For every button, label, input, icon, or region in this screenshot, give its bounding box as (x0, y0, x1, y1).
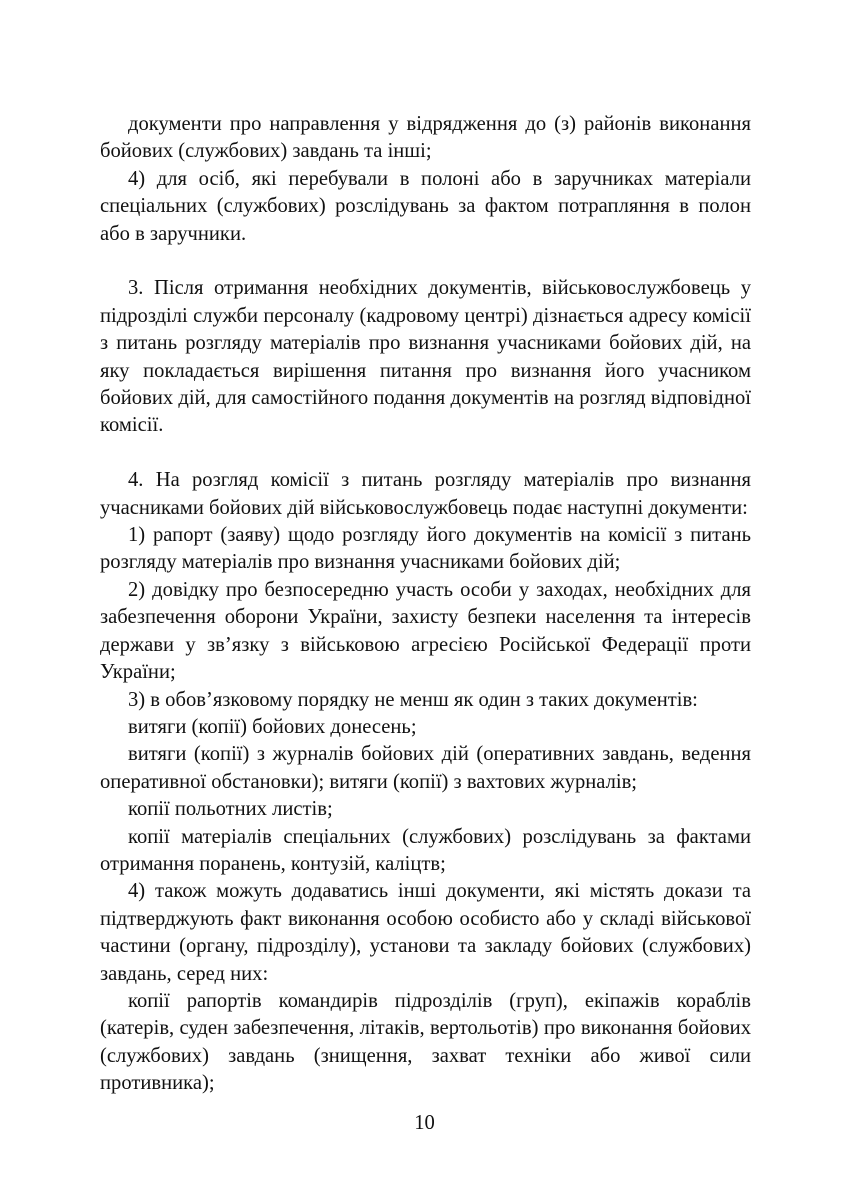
paragraph-7: витяги (копії) бойових донесень; (128, 715, 417, 738)
paragraph-5: 2) довідку про безпосередню участь особи у заходах, необхідних для забезпечення оборони України, захисту безпеки населення та інтересів держави у зв’язку з військовою агресією Російської Федерації проти України; (100, 578, 751, 684)
paragraph-11: 4) також можуть додаватись інші документи, які містять докази та підтверджують факт виконання особою особисто або у складі військової частини (органу, підрозділу), установи та закладу бойових (службових) завдань, серед них: (100, 880, 751, 985)
paragraph-12: копії рапортів командирів підрозділів (груп), екіпажів кораблів (катерів, суден забезпечення, літаків, вертольотів) про виконання бойових (службових) завдань (знищення, захват техніки або живої сили противника); (100, 989, 751, 1095)
document-body (100, 111, 751, 1098)
paragraph-1: 4) для осіб, які перебували в полоні або в заручниках матеріали спеціальних (службових) розслідувань за фактом потрапляння в полон або в заручники. (100, 167, 751, 245)
paragraph-6: 3) в обов’язковому порядку не менш як один з таких документів: (128, 688, 698, 711)
paragraph-gap-3 (100, 440, 751, 467)
paragraph-0: документи про направлення у відрядження до (з) районів виконання бойових (службових) завдань та інші; (100, 113, 751, 163)
paragraph-8: витяги (копії) з журналів бойових дій (оперативних завдань, ведення оперативної обстановки); витяги (копії) з вахтових журналів; (100, 743, 751, 793)
page-number: 10 (414, 1112, 435, 1134)
paragraph-2: 3. Після отримання необхідних документів, військовослужбовець у підрозділі служби персоналу (кадровому центрі) дізнається адресу комісії з питань розгляду матеріалів про визнання учасниками бойових дій, на яку покладається вирішення питання про визнання його учасником бойових дій, для самостійного подання документів на розгляд відповідної комісії. (100, 277, 751, 437)
paragraph-9: копії польотних листів; (128, 798, 333, 821)
paragraph-3: 4. На розгляд комісії з питань розгляду матеріалів про визнання учасниками бойових дій військовослужбовець подає наступні документи: (100, 469, 751, 519)
paragraph-gap-2 (100, 248, 751, 275)
paragraph-10: копії матеріалів спеціальних (службових) розслідувань за фактами отримання поранень, контузій, каліцтв; (100, 825, 751, 875)
paragraph-4: 1) рапорт (заяву) щодо розгляду його документів на комісії з питань розгляду матеріалів про визнання учасниками бойових дій; (100, 524, 751, 574)
